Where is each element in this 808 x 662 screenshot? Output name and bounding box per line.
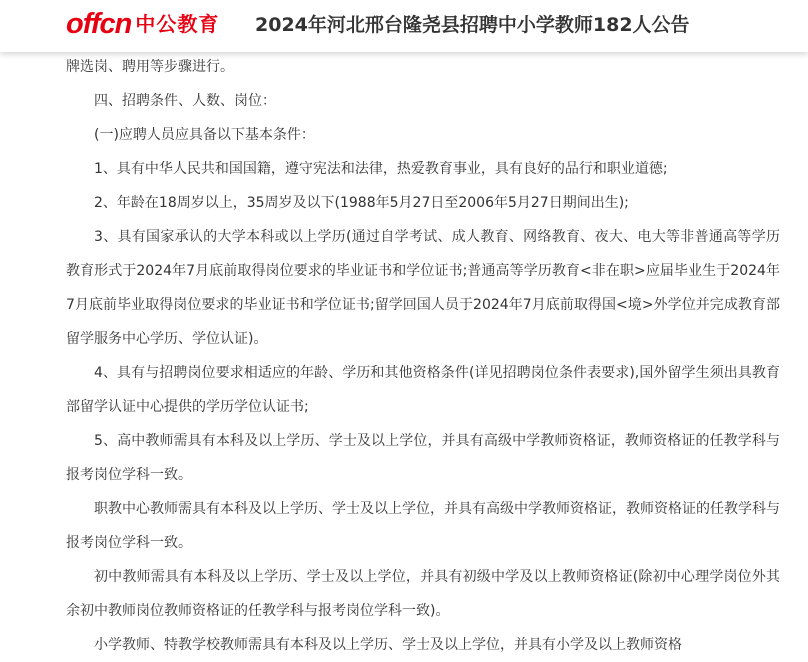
article-paragraph: 2、年龄在18周岁以上，35周岁及以下(1988年5月27日至2006年5月27日期间出生); xyxy=(94,195,629,211)
site-header xyxy=(0,0,808,52)
article-body xyxy=(66,50,780,662)
article-paragraph: 1、具有中华人民共和国国籍，遵守宪法和法律，热爱教育事业，具有良好的品行和职业道德; xyxy=(94,161,668,177)
article-paragraph: 5、高中教师需具有本科及以上学历、学士及以上学位，并具有高级中学教师资格证，教师资格证的任教学科与报考岗位学科一致。 xyxy=(66,433,780,483)
offcn-logo[interactable] xyxy=(66,6,219,42)
logo-chinese-name: 中公教育 xyxy=(135,12,220,36)
section-heading: 四、招聘条件、人数、岗位： xyxy=(94,93,276,109)
page-title: 2024年河北邢台隆尧县招聘中小学教师182人公告 xyxy=(255,14,690,36)
article-paragraph: 初中教师需具有本科及以上学历、学士及以上学位，并具有初级中学及以上教师资格证(除初中心理学岗位外其余初中教师岗位教师资格证的任教学科与报考岗位学科一致)。 xyxy=(66,569,780,619)
article-paragraph: 职教中心教师需具有本科及以上学历、学士及以上学位，并具有高级中学教师资格证，教师资格证的任教学科与报考岗位学科一致。 xyxy=(66,501,780,551)
article-paragraph: 小学教师、特教学校教师需具有本科及以上学历、学士及以上学位，并具有小学及以上教师资格 xyxy=(94,637,682,653)
article-paragraph: 4、具有与招聘岗位要求相适应的年龄、学历和其他资格条件(详见招聘岗位条件表要求),国外留学生须出具教育部留学认证中心提供的学历学位认证书; xyxy=(66,365,780,415)
subsection-heading: (一)应聘人员应具备以下基本条件： xyxy=(94,127,315,143)
article-paragraph: 3、具有国家承认的大学本科或以上学历(通过自学考试、成人教育、网络教育、夜大、电大等非普通高等学历教育形式于2024年7月底前取得岗位要求的毕业证书和学位证书;普通高等学历教育<非在职>应届毕业生于2024年7月底前毕业取得岗位要求的毕业证书和学位证书;留学回国人员于2024年7月底前取得国<境>外学位并完成教育部留学服务中心学历、学位认证)。 xyxy=(66,229,780,347)
article-paragraph: 牌选岗、聘用等步骤进行。 xyxy=(66,59,234,75)
logo-wordmark: offcn xyxy=(66,8,132,40)
